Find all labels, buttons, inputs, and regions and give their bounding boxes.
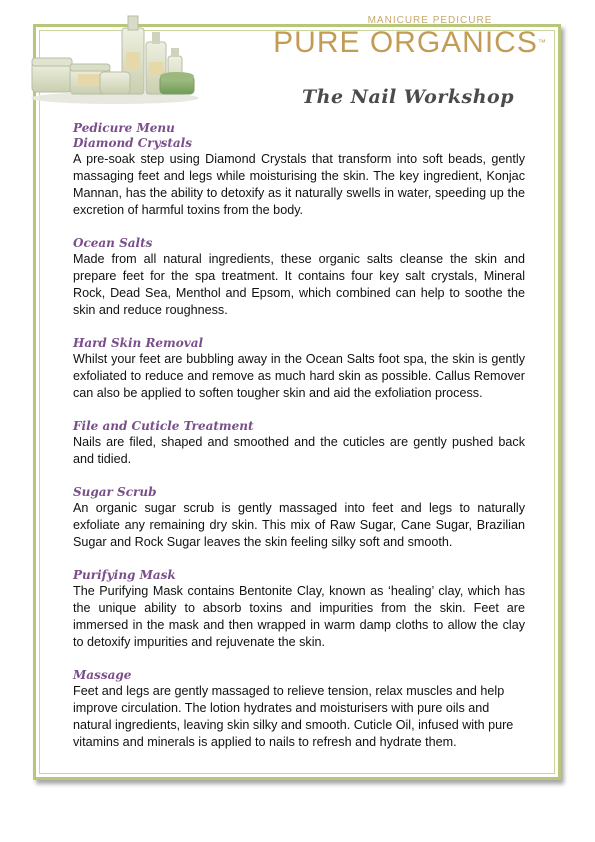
section-title: File and Cuticle Treatment (73, 419, 254, 433)
section-body: Whilst your feet are bubbling away in the Ocean Salts foot spa, the skin is gently exfoliated to reduce and remove as much hard skin as possible. Callus Remover can also be applied to soften tougher skin and aid the exfoliation process. (73, 352, 525, 400)
section-body: Feet and legs are gently massaged to relieve tension, relax muscles and help improve circulation. The lotion hydrates and moisturisers with pure oils and natural ingredients, leaving skin silky and smooth. Cuticle Oil, infused with pure vitamins and minerals is applied to nails to refresh and hydrate them. (73, 684, 514, 749)
menu-section-diamond-crystals (73, 136, 525, 219)
section-title: Purifying Mask (73, 568, 176, 582)
section-title: Diamond Crystals (73, 136, 192, 150)
product-photo (30, 12, 200, 104)
section-title: Hard Skin Removal (73, 336, 204, 350)
menu-section-purifying-mask (73, 568, 525, 651)
section-body: The Purifying Mask contains Bentonite Clay, known as ‘healing’ clay, which has the unique ability to absorb toxins and impurities from the skin. Feet are immersed in the mask and then wrapped in warm damp cloths to allow the clay to detoxify impurities and rejuvenate the skin. (73, 584, 525, 649)
section-body: A pre-soak step using Diamond Crystals that transform into soft beads, gently massaging feet and legs while moisturising the skin. The key ingredient, Konjac Mannan, has the ability to detoxify as it naturally swells in water, speeding up the excretion of harmful toxins from the body. (73, 152, 525, 217)
menu-section-sugar-scrub (73, 485, 525, 551)
section-title: Sugar Scrub (73, 485, 157, 499)
section-body: An organic sugar scrub is gently massaged into feet and legs to naturally exfoliate any remaining dry skin. This mix of Raw Sugar, Cane Sugar, Brazilian Sugar and Rock Sugar leaves the skin feeling silky soft and smooth. (73, 501, 525, 549)
brand-logo-text: PURE ORGANICS™ (273, 26, 547, 59)
brand-subtitle: MANICURE PEDICURE (367, 15, 493, 26)
section-title: Massage (73, 668, 132, 682)
section-body: Made from all natural ingredients, these organic salts cleanse the skin and prepare feet for the spa treatment. It contains four key salt crystals, Mineral Rock, Dead Sea, Menthol and Epsom, which combined can help to soothe the skin and reduce roughness. (73, 252, 525, 317)
menu-section-ocean-salts (73, 236, 525, 319)
section-body: Nails are filed, shaped and smoothed and the cuticles are gently pushed back and tidied. (73, 435, 525, 466)
section-title: Ocean Salts (73, 236, 153, 250)
menu-title: Pedicure Menu (73, 121, 175, 135)
menu-section-hard-skin-removal (73, 336, 525, 402)
menu-content (73, 121, 525, 768)
menu-section-file-and-cuticle (73, 419, 525, 468)
salon-name: The Nail Workshop (302, 86, 514, 108)
menu-section-massage (73, 668, 525, 751)
